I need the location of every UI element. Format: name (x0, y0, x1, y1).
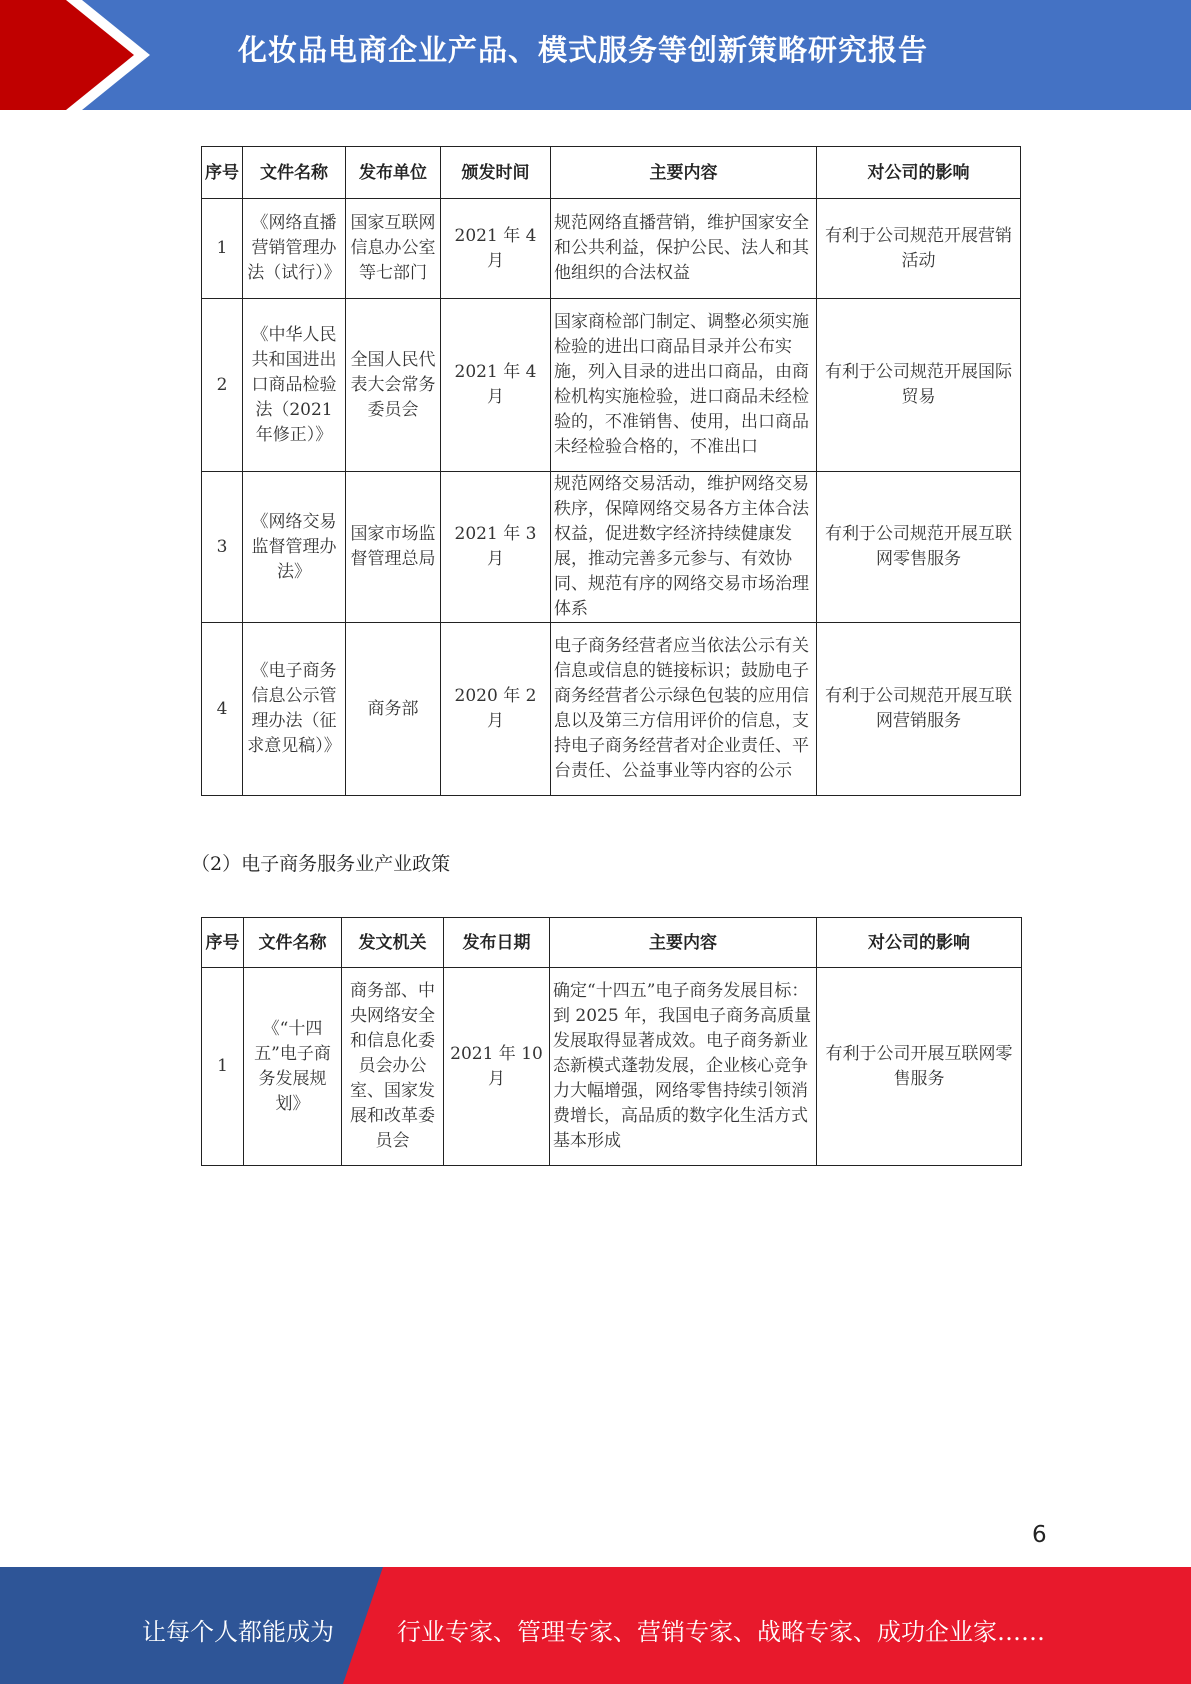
table-row (202, 299, 1021, 472)
cell-main-content: 确定“十四五”电子商务发展目标：到 2025 年，我国电子商务高质量发展取得显著成效。电子商务新业态新模式蓬勃发展，企业核心竞争力大幅增强，网络零售持续引领消费增长，高品质的数字化生活方式基本形成 (550, 968, 817, 1166)
cell-serial: 2 (202, 299, 243, 472)
policy-table-2 (201, 917, 1022, 1166)
cell-issuer: 商务部 (346, 623, 441, 796)
footer-slogan-right: 行业专家、管理专家、营销专家、战略专家、成功企业家…… (397, 1618, 1045, 1646)
table-row (202, 199, 1021, 299)
cell-impact: 有利于公司规范开展互联网零售服务 (817, 472, 1021, 623)
header-document-name: 文件名称 (243, 147, 346, 199)
cell-serial: 3 (202, 472, 243, 623)
cell-impact: 有利于公司规范开展国际贸易 (817, 299, 1021, 472)
table-row (202, 623, 1021, 796)
section-heading: （2）电子商务服务业产业政策 (191, 853, 451, 875)
cell-main-content: 国家商检部门制定、调整必须实施检验的进出口商品目录并公布实施，列入目录的进出口商品，由商检机构实施检验，进口商品未经检验的，不准销售、使用，出口商品未经检验合格的，不准出口 (551, 299, 817, 472)
cell-serial: 4 (202, 623, 243, 796)
header-issuer: 发布单位 (346, 147, 441, 199)
cell-main-content: 规范网络直播营销，维护国家安全和公共利益，保护公民、法人和其他组织的合法权益 (551, 199, 817, 299)
cell-issue-date: 2020 年 2 月 (441, 623, 551, 796)
cell-document-name: 《中华人民共和国进出口商品检验法（2021 年修正）》 (243, 299, 346, 472)
header-impact: 对公司的影响 (817, 147, 1021, 199)
cell-issue-date: 2021 年 4 月 (441, 299, 551, 472)
table-header-row (202, 918, 1022, 968)
cell-document-name: 《网络交易监督管理办法》 (243, 472, 346, 623)
cell-serial: 1 (202, 968, 244, 1166)
footer-slogan-left: 让每个人都能成为 (142, 1618, 334, 1646)
header-chevron-decoration (0, 0, 160, 110)
header-main-content: 主要内容 (551, 147, 817, 199)
cell-issue-date: 2021 年 4 月 (441, 199, 551, 299)
header-serial: 序号 (202, 147, 243, 199)
page-footer (0, 1567, 1191, 1684)
header-publish-date: 发布日期 (444, 918, 550, 968)
table-row (202, 472, 1021, 623)
cell-main-content: 电子商务经营者应当依法公示有关信息或信息的链接标识；鼓励电子商务经营者公示绿色包装的应用信息以及第三方信用评价的信息，支持电子商务经营者对企业责任、平台责任、公益事业等内容的公示 (551, 623, 817, 796)
cell-issuer: 国家互联网信息办公室等七部门 (346, 199, 441, 299)
cell-issue-date: 2021 年 3 月 (441, 472, 551, 623)
table-row (202, 968, 1022, 1166)
cell-issuer: 全国人民代表大会常务委员会 (346, 299, 441, 472)
cell-impact: 有利于公司规范开展营销活动 (817, 199, 1021, 299)
cell-impact: 有利于公司规范开展互联网营销服务 (817, 623, 1021, 796)
cell-issuing-authority: 商务部、中央网络安全和信息化委员会办公室、国家发展和改革委员会 (342, 968, 444, 1166)
cell-document-name: 《“十四五”电子商务发展规划》 (244, 968, 342, 1166)
cell-publish-date: 2021 年 10 月 (444, 968, 550, 1166)
policy-table-1 (201, 146, 1021, 796)
report-title: 化妆品电商企业产品、模式服务等创新策略研究报告 (238, 33, 929, 67)
page-header (0, 0, 1191, 110)
cell-main-content: 规范网络交易活动，维护网络交易秩序，保障网络交易各方主体合法权益，促进数字经济持续健康发展，推动完善多元参与、有效协同、规范有序的网络交易市场治理体系 (551, 472, 817, 623)
header-impact: 对公司的影响 (817, 918, 1022, 968)
cell-impact: 有利于公司开展互联网零售服务 (817, 968, 1022, 1166)
cell-document-name: 《网络直播营销管理办法（试行）》 (243, 199, 346, 299)
cell-serial: 1 (202, 199, 243, 299)
cell-document-name: 《电子商务信息公示管理办法（征求意见稿）》 (243, 623, 346, 796)
header-issuing-authority: 发文机关 (342, 918, 444, 968)
cell-issuer: 国家市场监督管理总局 (346, 472, 441, 623)
table-header-row (202, 147, 1021, 199)
page-number: 6 (1032, 1522, 1047, 1548)
header-document-name: 文件名称 (244, 918, 342, 968)
header-serial: 序号 (202, 918, 244, 968)
header-issue-date: 颁发时间 (441, 147, 551, 199)
header-main-content: 主要内容 (550, 918, 817, 968)
